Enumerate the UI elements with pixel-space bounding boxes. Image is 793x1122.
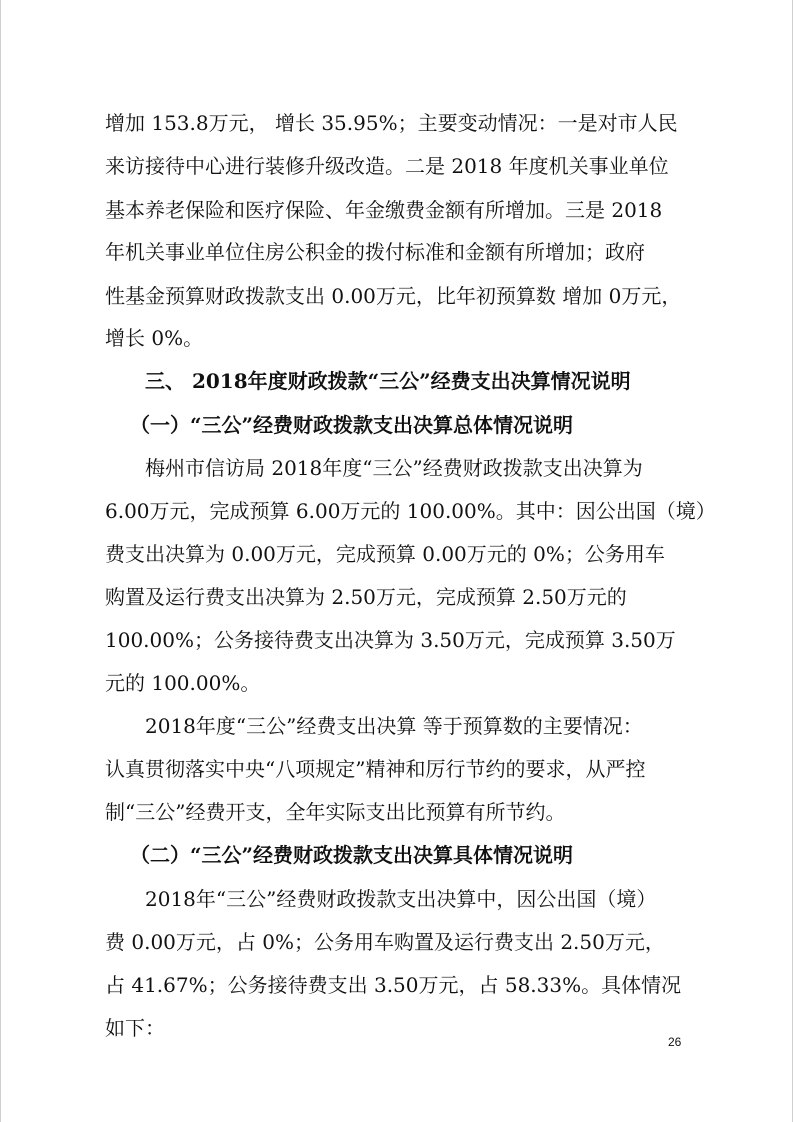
paragraph-line: 增加 153.8万元， 增长 35.95%；主要变动情况：一是对市人民 — [105, 111, 678, 135]
paragraph-line: 年机关事业单位住房公积金的拨付标准和金额有所增加；政府 — [105, 240, 645, 264]
subsection-heading: （二）“三公”经费财政拨款支出决算具体情况说明 — [130, 843, 574, 867]
paragraph-line: 性基金预算财政拨款支出 0.00万元，比年初预算数 增加 0万元， — [105, 284, 682, 308]
paragraph-line: 占 41.67%；公务接待费支出 3.50万元，占 58.33%。具体情况 — [105, 973, 682, 997]
paragraph-line: 梅州市信访局 2018年度“三公”经费财政拨款支出决算为 — [145, 456, 643, 480]
paragraph-line: 认真贯彻落实中央“八项规定”精神和厉行节约的要求，从严控 — [105, 757, 646, 781]
paragraph-line: 2018年“三公”经费财政拨款支出决算中，因公出国（境） — [145, 887, 657, 911]
paragraph-line: 元的 100.00%。 — [105, 671, 261, 695]
paragraph-line: 基本养老保险和医疗保险、年金缴费金额有所增加。三是 2018 — [105, 198, 663, 222]
paragraph-line: 2018年度“三公”经费支出决算 等于预算数的主要情况： — [145, 714, 643, 738]
paragraph-line: 如下： — [105, 1016, 165, 1040]
section-heading: 三、 2018年度财政拨款“三公”经费支出决算情况说明 — [145, 369, 631, 393]
paragraph-line: 费支出决算为 0.00万元，完成预算 0.00万元的 0%；公务用车 — [105, 542, 665, 566]
page-number: 26 — [668, 1035, 682, 1049]
paragraph-line: 100.00%；公务接待费支出决算为 3.50万元，完成预算 3.50万 — [105, 628, 676, 652]
paragraph-line: 6.00万元，完成预算 6.00万元的 100.00%。其中：因公出国（境） — [105, 499, 716, 523]
paragraph-line: 购置及运行费支出决算为 2.50万元，完成预算 2.50万元的 — [105, 585, 627, 609]
paragraph-line: 增长 0%。 — [105, 326, 204, 350]
paragraph-line: 费 0.00万元，占 0%；公务用车购置及运行费支出 2.50万元， — [105, 930, 665, 954]
paragraph-line: 来访接待中心进行装修升级改造。二是 2018 年度机关事业单位 — [105, 154, 669, 178]
subsection-heading: （一）“三公”经费财政拨款支出决算总体情况说明 — [130, 413, 574, 437]
paragraph-line: 制“三公”经费开支，全年实际支出比预算有所节约。 — [105, 800, 566, 824]
